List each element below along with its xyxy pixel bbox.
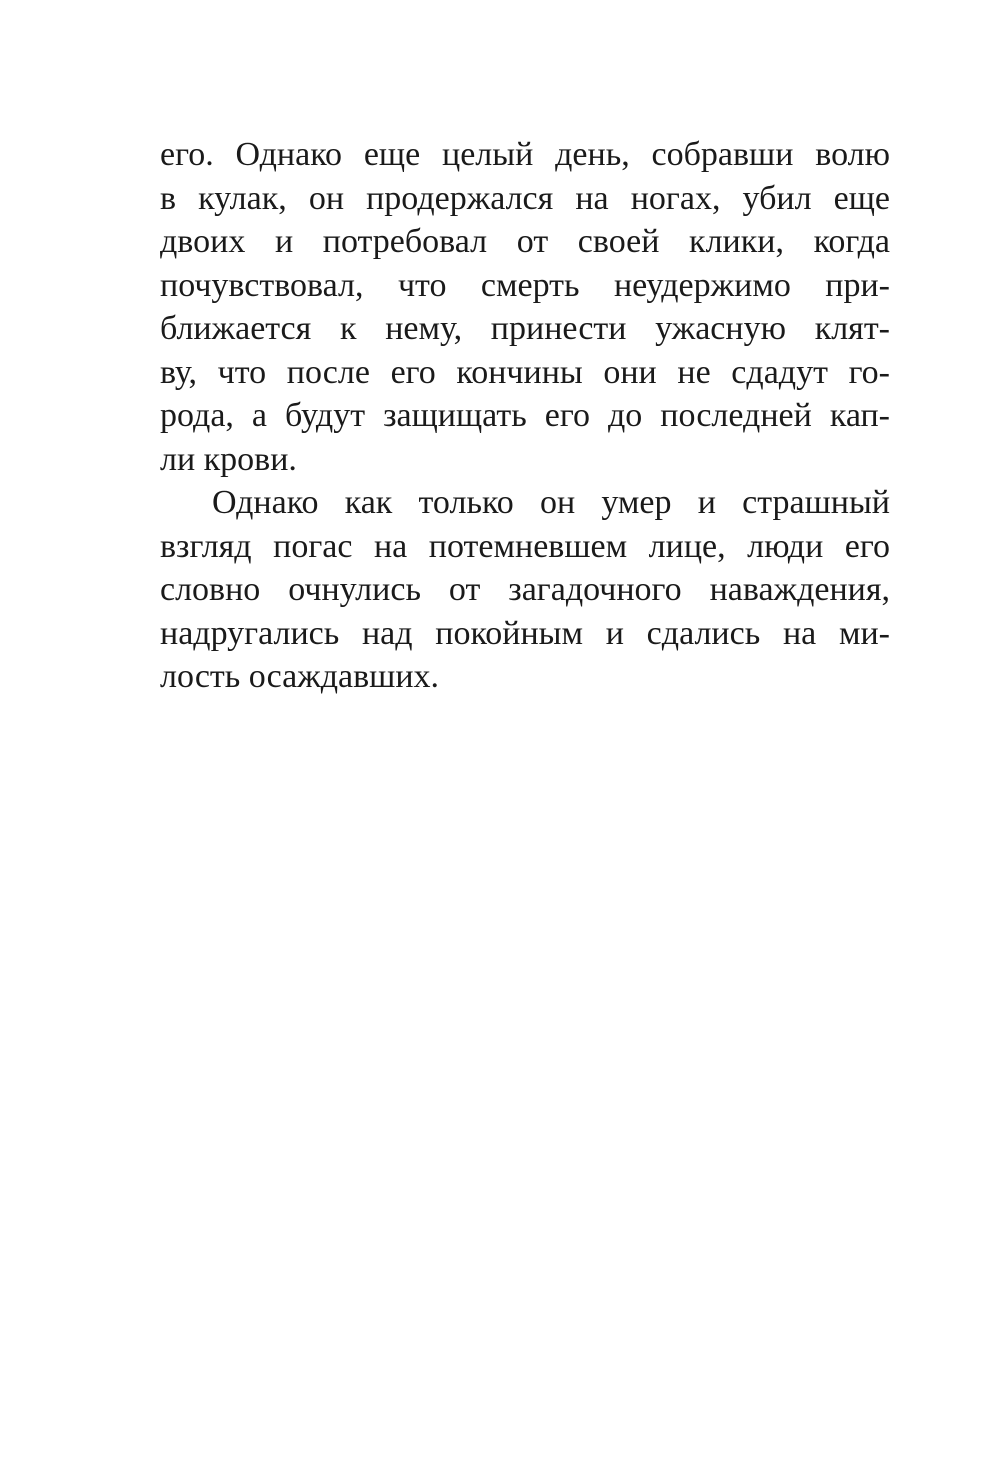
text-line: взгляд погас на потемневшем лице, люди его xyxy=(160,527,890,565)
text-line: ли крови. xyxy=(160,440,297,478)
text-line: двоих и потребовал от своей клики, когда xyxy=(160,223,890,260)
text-line: ву, что после его кончины они не сдадут го- xyxy=(160,353,890,391)
text-line: лость осаждавших. xyxy=(160,658,440,695)
text-line: надругались над покойным и сдались на ми- xyxy=(160,614,890,652)
paragraph-2 xyxy=(160,481,890,699)
text-line: его. Однако еще целый день, собравши волю xyxy=(160,136,890,173)
text-line: ближается к нему, принести ужасную клят- xyxy=(160,310,890,347)
text-line: Однако как только он умер и страшный xyxy=(212,484,890,521)
body-text xyxy=(160,133,890,699)
text-line: в кулак, он продержался на ногах, убил еще xyxy=(160,179,890,217)
text-line: словно очнулись от загадочного наваждения, xyxy=(160,571,890,608)
text-line: почувствовал, что смерть неудержимо при- xyxy=(160,266,890,304)
text-line: рода, а будут защищать его до последней кап- xyxy=(160,397,890,434)
paragraph-1 xyxy=(160,133,890,481)
